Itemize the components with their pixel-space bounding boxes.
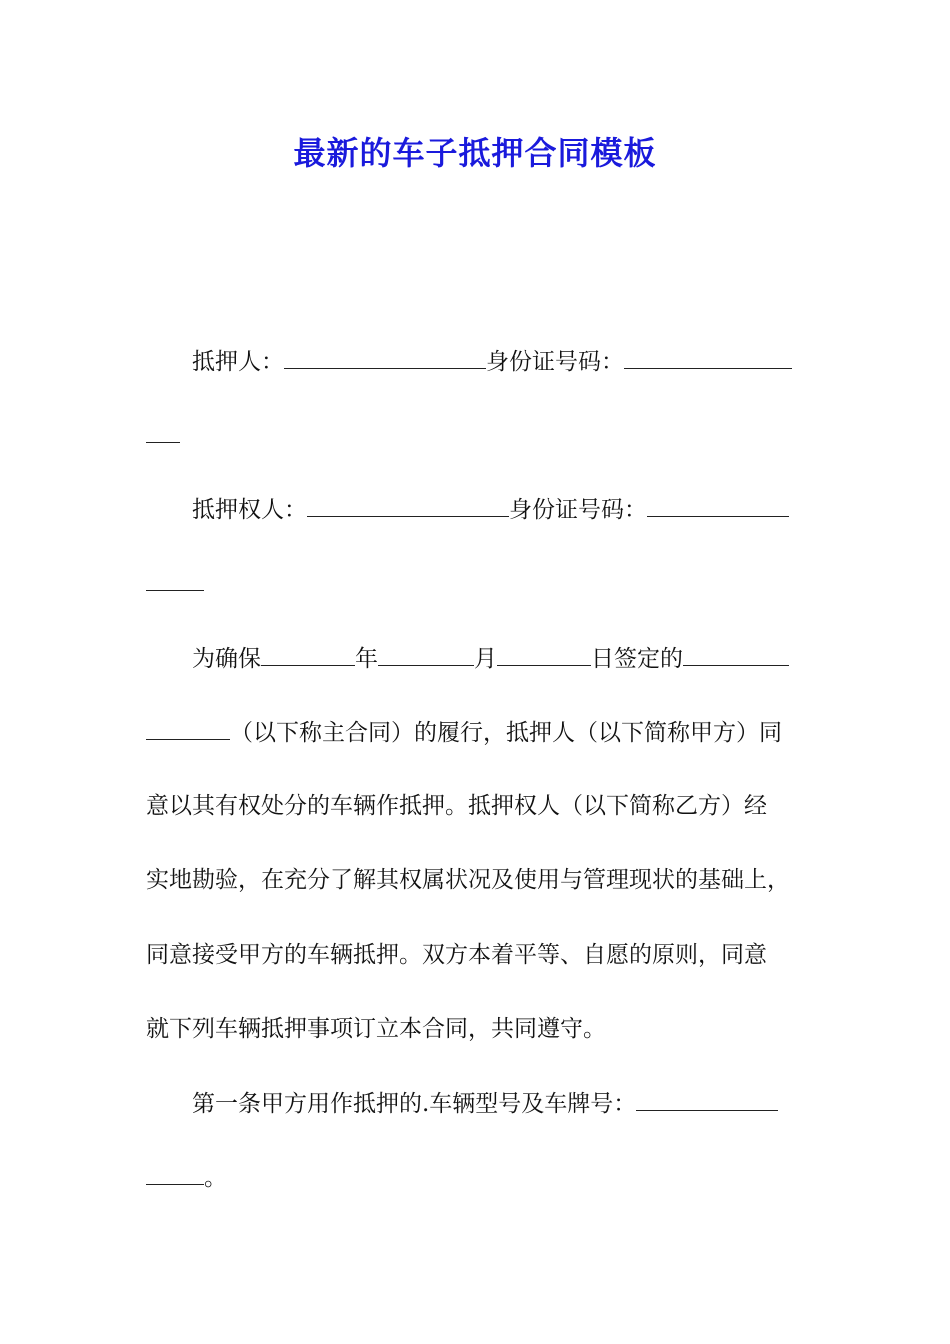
mortgagor-name-blank	[284, 346, 486, 369]
para1-line2	[146, 717, 782, 748]
vehicle-model-blank-cont	[146, 1162, 204, 1185]
document-title: 最新的车子抵押合同模板	[293, 134, 657, 172]
mortgagee-id-blank	[647, 494, 789, 517]
para1-line2-text: （以下称主合同）的履行，抵押人（以下简称甲方）同	[230, 720, 782, 746]
mortgagor-label: 抵押人：	[192, 349, 284, 375]
mortgagee-label: 抵押权人：	[192, 497, 307, 523]
mortgagor-id-label: 身份证号码：	[486, 349, 624, 375]
mortgagee-line	[192, 494, 789, 525]
day-blank	[497, 643, 591, 666]
day-signed-label: 日签定的	[591, 646, 683, 672]
article1-text: 第一条甲方用作抵押的.车辆型号及车牌号：	[192, 1091, 637, 1117]
article1-continuation	[146, 1162, 227, 1193]
para1-line1	[192, 643, 789, 674]
mortgagor-id-blank-cont	[146, 420, 180, 443]
mortgagee-id-label: 身份证号码：	[509, 497, 647, 523]
year-blank	[261, 643, 355, 666]
para1-line3: 意以其有权处分的车辆作抵押。抵押权人（以下简称乙方）经	[146, 793, 767, 819]
month-label: 月	[474, 646, 497, 672]
article1-end: 。	[204, 1165, 227, 1191]
mortgagor-id-continuation	[146, 420, 180, 451]
vehicle-model-blank	[636, 1088, 778, 1111]
mortgagor-id-blank	[624, 346, 792, 369]
month-blank	[378, 643, 474, 666]
contract-name-blank-cont	[146, 717, 230, 740]
para1-line6: 就下列车辆抵押事项订立本合同，共同遵守。	[146, 1016, 606, 1042]
year-label: 年	[355, 646, 378, 672]
mortgagee-id-continuation	[146, 568, 204, 599]
mortgagee-id-blank-cont	[146, 568, 204, 591]
para1-line4: 实地勘验，在充分了解其权属状况及使用与管理现状的基础上，	[146, 867, 790, 893]
article1-line	[192, 1088, 778, 1119]
para1-line5: 同意接受甲方的车辆抵押。双方本着平等、自愿的原则，同意	[146, 942, 767, 968]
para1-prefix: 为确保	[192, 646, 261, 672]
mortgagee-name-blank	[307, 494, 509, 517]
contract-name-blank	[683, 643, 789, 666]
mortgagor-line	[192, 346, 792, 377]
